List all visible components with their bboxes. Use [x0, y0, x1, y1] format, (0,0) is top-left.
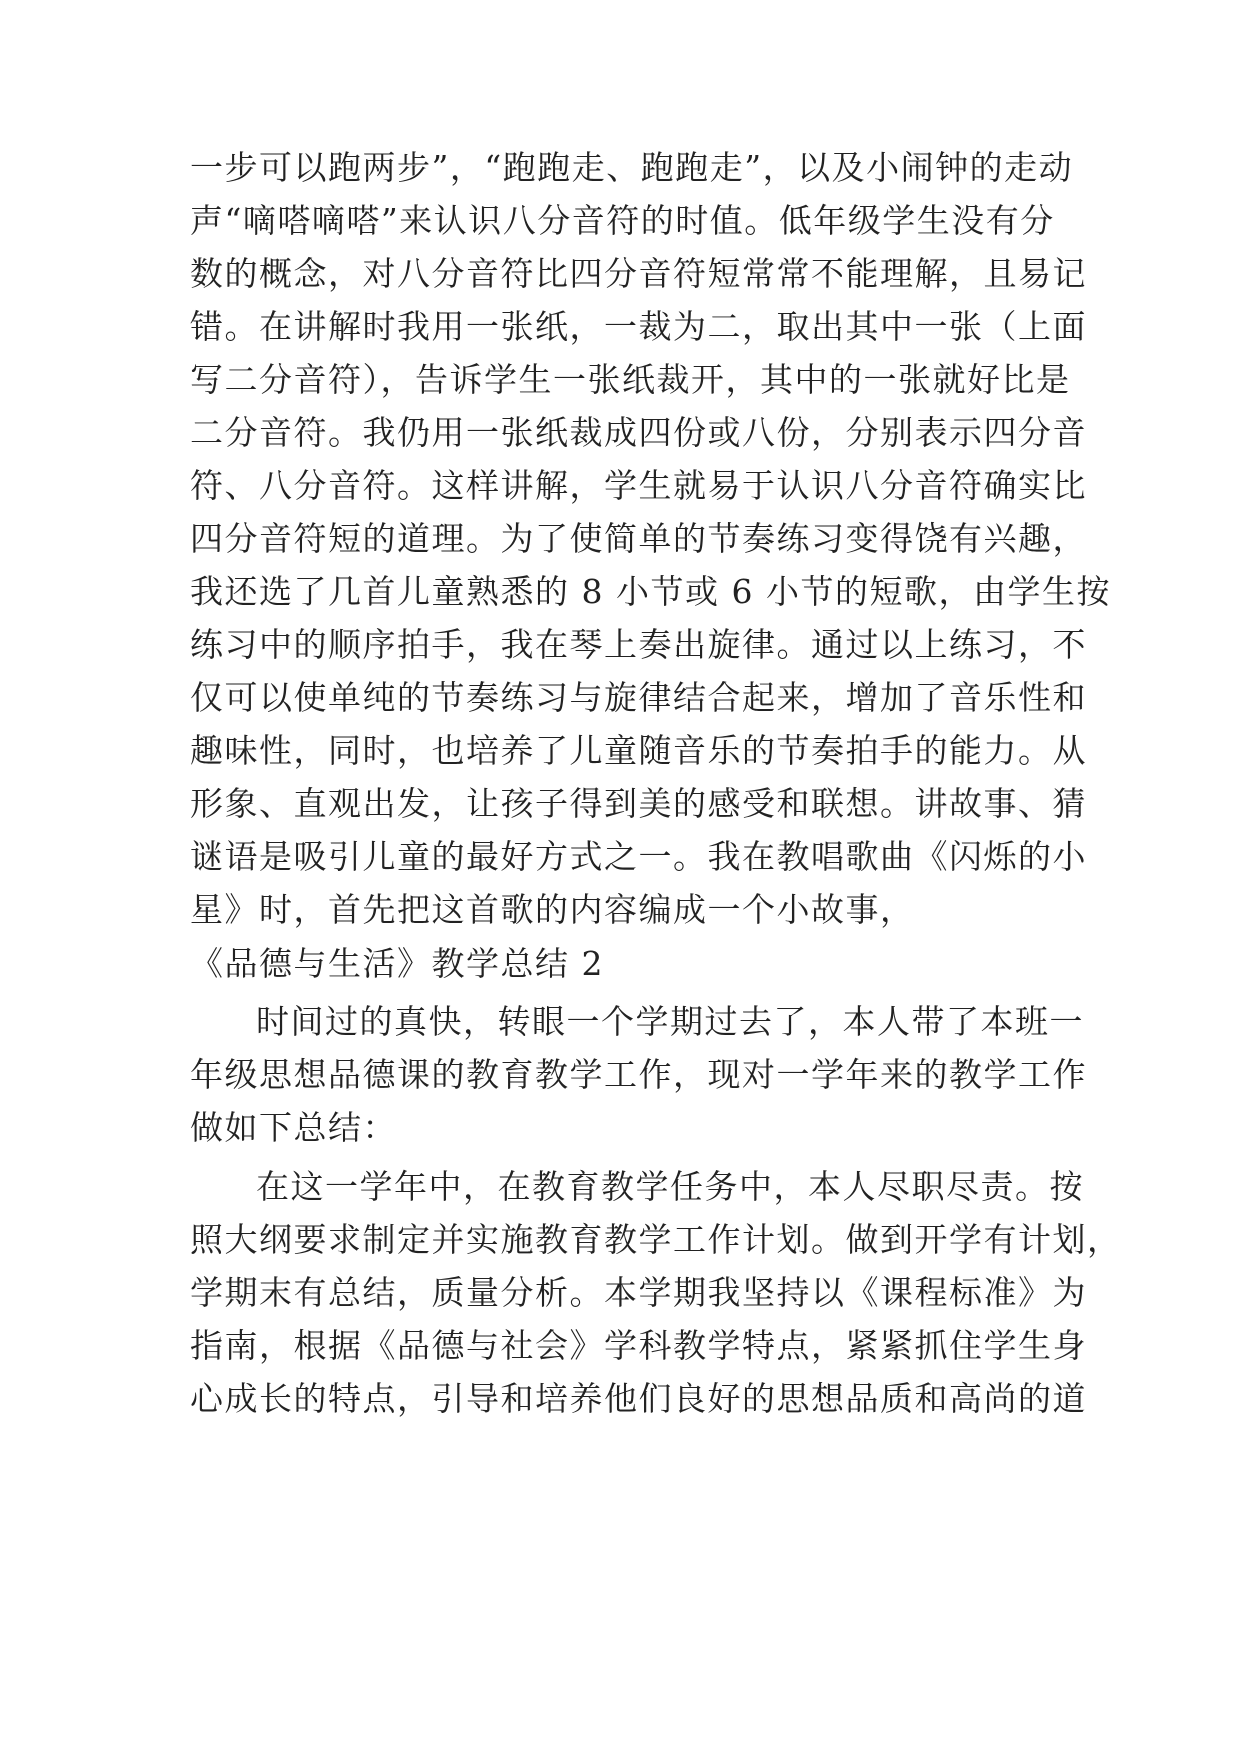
paragraph-line: 心成长的特点，引导和培养他们良好的思想品质和高尚的道 — [190, 1379, 1087, 1418]
paragraph-line: 仅可以使单纯的节奏练习与旋律结合起来，增加了音乐性和 — [190, 678, 1087, 717]
paragraph-line: 做如下总结： — [190, 1108, 397, 1147]
paragraph-line: 符、八分音符。这样讲解，学生就易于认识八分音符确实比 — [190, 466, 1087, 505]
paragraph-line: 在这一学年中，在教育教学任务中，本人尽职尽责。按 — [256, 1167, 1084, 1206]
paragraph-line: 我还选了几首儿童熟悉的 8 小节或 6 小节的短歌，由学生按 — [190, 572, 1111, 611]
paragraph-line: 年级思想品德课的教育教学工作，现对一学年来的教学工作 — [190, 1055, 1087, 1094]
paragraph-line: 时间过的真快，转眼一个学期过去了，本人带了本班一 — [256, 1002, 1084, 1041]
paragraph-line: 谜语是吸引儿童的最好方式之一。我在教唱歌曲《闪烁的小 — [190, 837, 1087, 876]
paragraph-line: 学期末有总结，质量分析。本学期我坚持以《课程标准》为 — [190, 1273, 1087, 1312]
paragraph-line: 二分音符。我仍用一张纸裁成四份或八份，分别表示四分音 — [190, 413, 1087, 452]
paragraph-line: 形象、直观出发，让孩子得到美的感受和联想。讲故事、猜 — [190, 784, 1087, 823]
section-heading: 《品德与生活》教学总结 2 — [190, 944, 604, 983]
paragraph-line: 星》时，首先把这首歌的内容编成一个小故事， — [190, 890, 915, 929]
paragraph-line: 写二分音符），告诉学生一张纸裁开，其中的一张就好比是 — [190, 360, 1071, 399]
paragraph-line: 错。在讲解时我用一张纸，一裁为二，取出其中一张（上面 — [190, 307, 1087, 346]
paragraph-line: 一步可以跑两步”，“跑跑走、跑跑走”，以及小闹钟的走动 — [190, 148, 1074, 187]
paragraph-line: 数的概念，对八分音符比四分音符短常常不能理解，且易记 — [190, 254, 1087, 293]
paragraph-line: 四分音符短的道理。为了使简单的节奏练习变得饶有兴趣， — [190, 519, 1087, 558]
paragraph-line: 趣味性，同时，也培养了儿童随音乐的节奏拍手的能力。从 — [190, 731, 1087, 770]
paragraph-line: 指南，根据《品德与社会》学科教学特点，紧紧抓住学生身 — [190, 1326, 1087, 1365]
paragraph-line: 练习中的顺序拍手，我在琴上奏出旋律。通过以上练习，不 — [190, 625, 1087, 664]
paragraph-line: 照大纲要求制定并实施教育教学工作计划。做到开学有计划， — [190, 1220, 1122, 1259]
paragraph-line: 声“嘀嗒嘀嗒”来认识八分音符的时值。低年级学生没有分 — [190, 201, 1055, 240]
